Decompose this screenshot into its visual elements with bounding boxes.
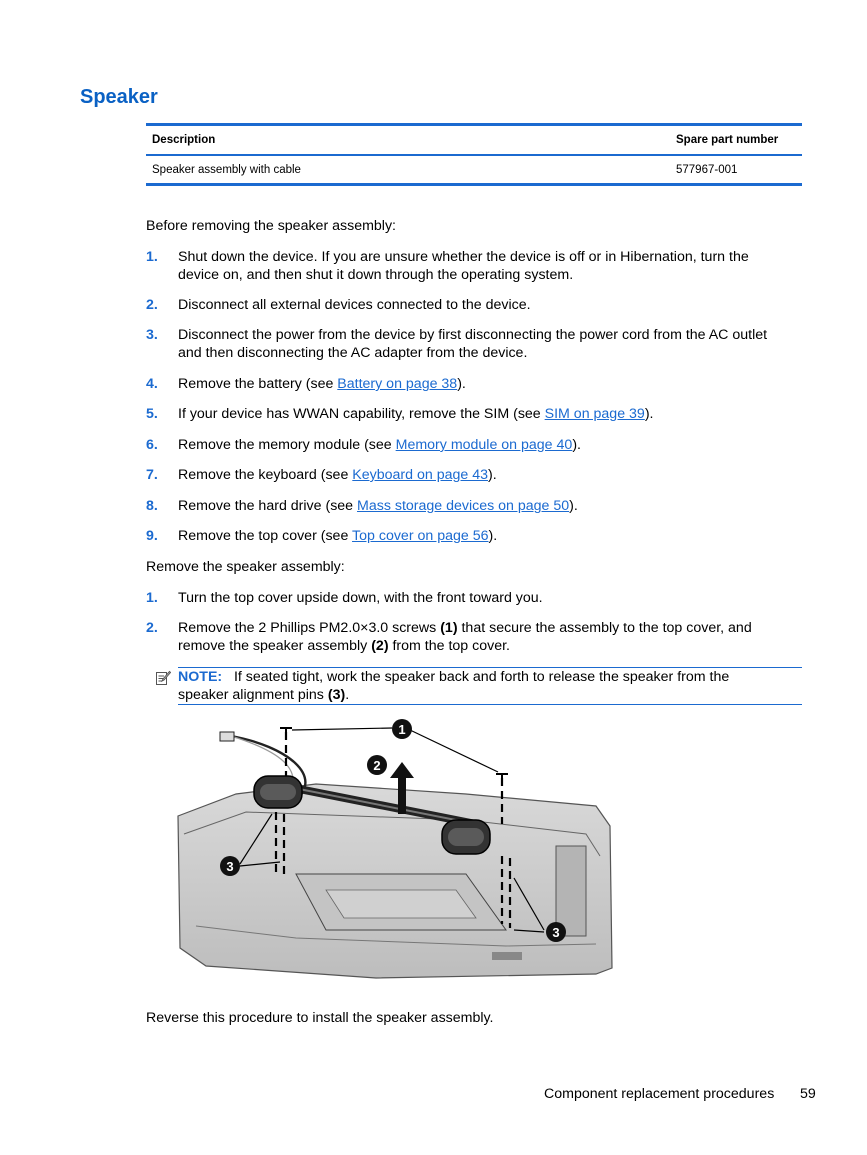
step-line: device on, and then shut it down through the operating system. [178, 266, 574, 283]
step-line: Disconnect the power from the device by first disconnecting the power cord from the AC outlet [178, 327, 768, 343]
table-row [146, 156, 802, 183]
step-text-pre: Remove the top cover (see [178, 528, 353, 544]
svg-text:3: 3 [552, 925, 560, 940]
row-part-number: 577967-001 [676, 163, 738, 176]
callout-3-left [220, 856, 240, 876]
row-description: Speaker assembly with cable [152, 163, 301, 176]
sim-link[interactable]: SIM on page 39 [544, 406, 645, 422]
step-number: 8. [146, 498, 158, 514]
callout-ref-3: (3) [327, 686, 346, 703]
mass-storage-link[interactable]: Mass storage devices on page 50 [357, 498, 570, 514]
callout-1 [392, 719, 412, 739]
note-text: If seated tight, work the speaker back and forth to release the speaker from the [233, 669, 730, 685]
step-number: 1. [146, 590, 158, 606]
intro-remove: Remove the speaker assembly: [146, 559, 345, 575]
step-text [178, 437, 798, 455]
step-number: 7. [146, 467, 158, 483]
step-text-pre: If your device has WWAN capability, remove the SIM (see [178, 406, 545, 422]
table-bottom-rule [146, 183, 802, 186]
step-number: 2. [146, 297, 158, 313]
step-line [178, 638, 798, 656]
svg-text:2: 2 [373, 758, 381, 773]
step-line: and then disconnecting the AC adapter from the device. [178, 344, 528, 361]
speaker-removal-illustration [176, 716, 614, 988]
step-text [178, 498, 798, 516]
note-label: NOTE: [178, 669, 223, 685]
step-text-pre: Remove the memory module (see [178, 437, 396, 453]
memory-module-link[interactable]: Memory module on page 40 [395, 437, 573, 453]
step-text [178, 327, 798, 362]
col-description-header: Description [152, 134, 216, 146]
step-number: 6. [146, 437, 158, 453]
step-number: 9. [146, 528, 158, 544]
footer-section: Component replacement procedures [544, 1086, 775, 1102]
callout-ref-1: (1) [440, 620, 458, 636]
table-header-row [146, 126, 802, 154]
step-text-post: ). [644, 406, 654, 422]
callout-ref-2: (2) [371, 637, 389, 654]
step-text-post: ). [569, 498, 578, 514]
step-text-post: ). [572, 437, 581, 453]
battery-link[interactable]: Battery on page 38 [337, 376, 458, 392]
callout-2 [367, 755, 387, 775]
note-line-1 [178, 668, 802, 687]
step-text [178, 376, 798, 394]
step-number: 4. [146, 376, 158, 392]
step-line [178, 620, 798, 638]
closing-text: Reverse this procedure to install the speaker assembly. [146, 1010, 494, 1026]
step-number: 2. [146, 620, 158, 636]
note-box [178, 667, 802, 705]
step-text-pre: Remove the keyboard (see [178, 467, 353, 483]
step-text-mid: that secure the assembly to the top cover, and [457, 620, 752, 636]
step-text-post: from the top cover. [388, 637, 510, 654]
step-line: Shut down the device. If you are unsure whether the device is off or in Hibernation, turn the [178, 249, 749, 265]
intro-before: Before removing the speaker assembly: [146, 218, 396, 234]
note-text: speaker alignment pins [178, 686, 328, 703]
svg-text:1: 1 [398, 722, 406, 737]
callout-3-right [546, 922, 566, 942]
step-text [178, 620, 798, 655]
parts-table [146, 123, 802, 186]
step-text-post: ). [488, 528, 498, 544]
col-spare-part-header: Spare part number [676, 134, 779, 146]
step-text [178, 249, 798, 284]
step-text: Turn the top cover upside down, with the front toward you. [178, 590, 543, 606]
step-text-pre: Remove the battery (see [178, 376, 338, 392]
step-text-post: ). [457, 376, 466, 392]
step-text-post: ). [487, 467, 497, 483]
step-number: 3. [146, 327, 158, 343]
step-text-pre: remove the speaker assembly [178, 637, 372, 654]
note-line-2 [178, 687, 802, 705]
step-text [178, 528, 798, 546]
note-text: . [345, 686, 350, 703]
top-cover-link[interactable]: Top cover on page 56 [352, 528, 489, 544]
step-text [178, 467, 798, 485]
keyboard-link[interactable]: Keyboard on page 43 [352, 467, 488, 483]
footer-page-number: 59 [800, 1086, 816, 1102]
step-number: 1. [146, 249, 158, 265]
note-icon [155, 670, 171, 686]
svg-text:3: 3 [226, 859, 234, 874]
step-text: Disconnect all external devices connected to the device. [178, 297, 531, 313]
step-number: 5. [146, 406, 158, 422]
page-title: Speaker [80, 86, 158, 108]
step-text-pre: Remove the hard drive (see [178, 498, 358, 514]
step-text [178, 406, 798, 424]
step-text-pre: Remove the 2 Phillips PM2.0×3.0 screws [178, 620, 441, 636]
